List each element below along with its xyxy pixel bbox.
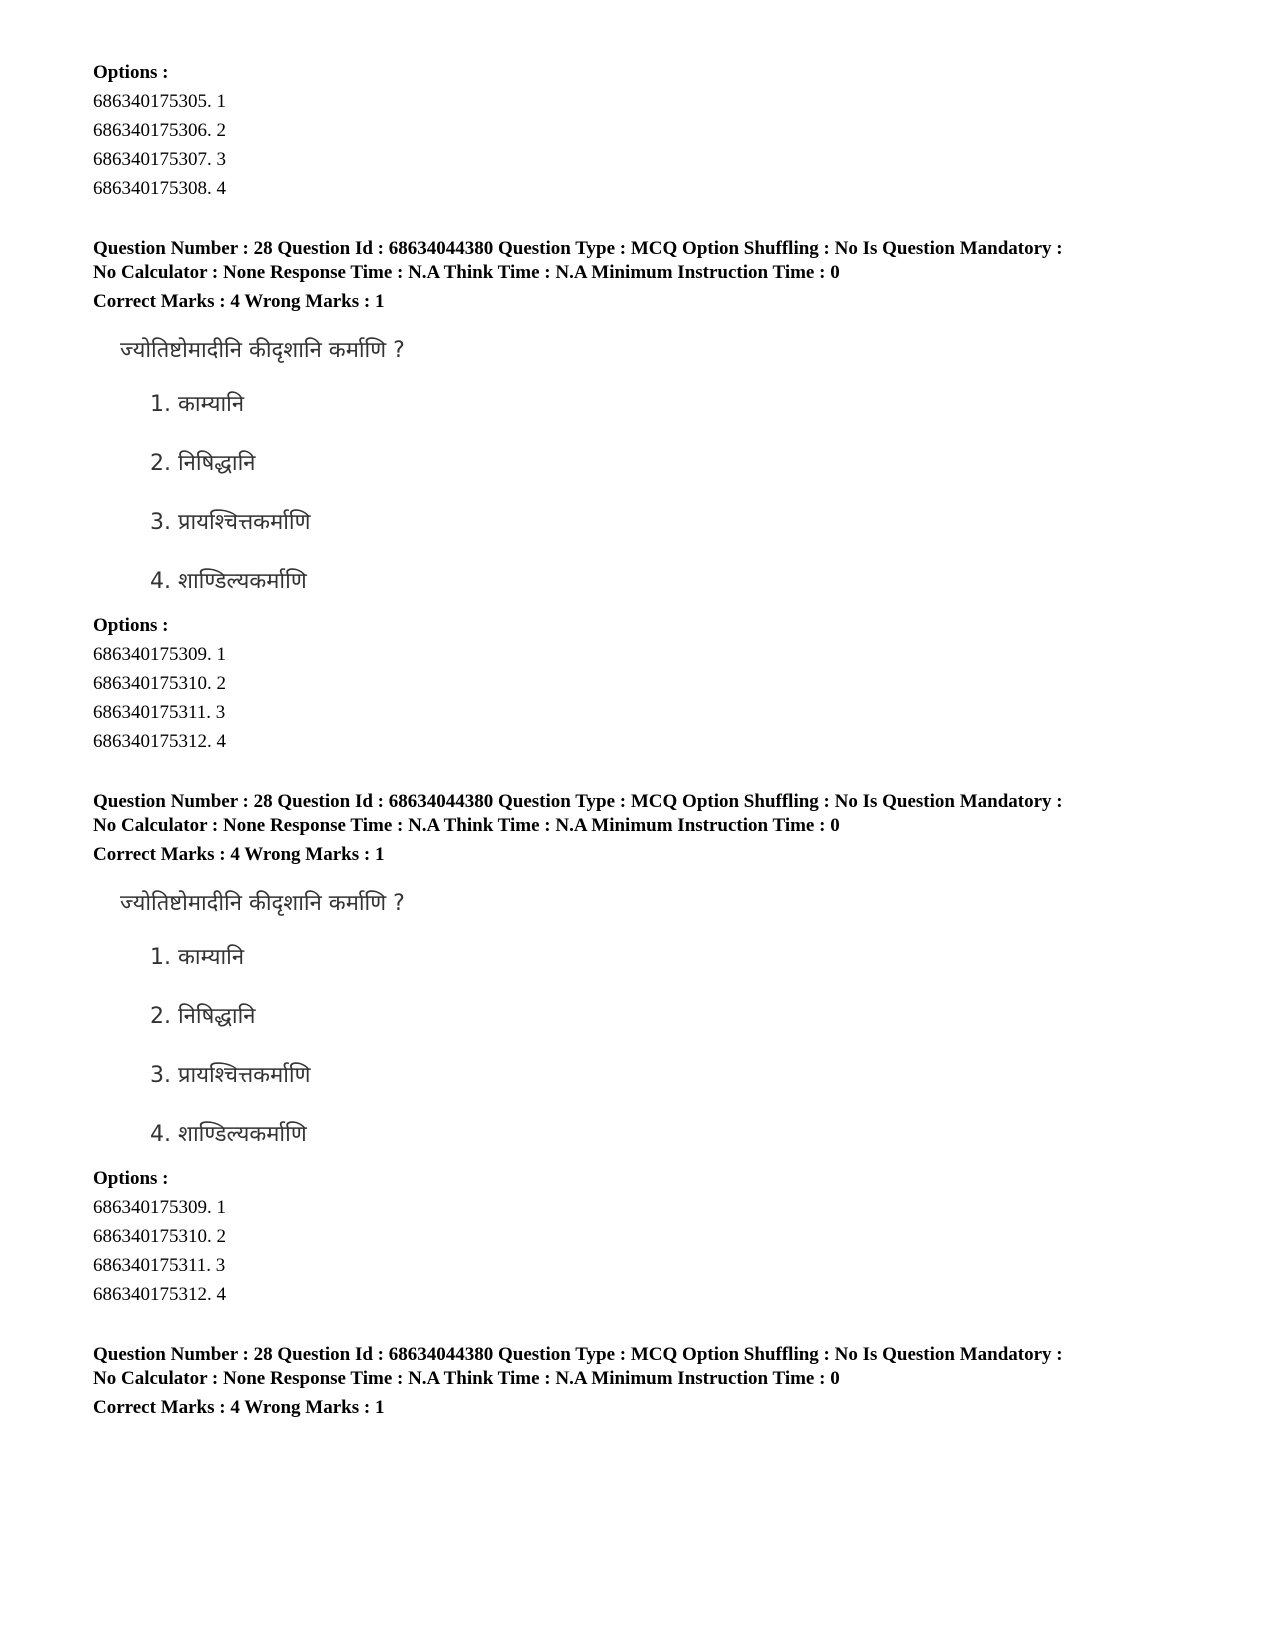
question-choice: 1. काम्यानि — [150, 392, 245, 417]
option-line: 686340175309. 1 — [93, 1197, 226, 1218]
option-line: 686340175311. 3 — [93, 1255, 226, 1276]
question-meta-line: Question Number : 28 Question Id : 68634044380 Question Type : MCQ Option Shuffling : No Is Question Mandatory : — [93, 791, 1063, 812]
option-line: 686340175306. 2 — [93, 120, 226, 141]
document-page — [93, 58, 1213, 1454]
question-text: ज्योतिष्टोमादीनि कीदृशानि कर्माणि ? — [120, 891, 405, 916]
question-meta-line: No Calculator : None Response Time : N.A Think Time : N.A Minimum Instruction Time : 0 — [93, 262, 840, 283]
option-line: 686340175305. 1 — [93, 91, 226, 112]
top-options-block — [93, 58, 1213, 203]
question-block — [93, 790, 1213, 1309]
options-block — [93, 1164, 1213, 1309]
options-label: Options : — [93, 62, 169, 83]
question-meta-line: No Calculator : None Response Time : N.A Think Time : N.A Minimum Instruction Time : 0 — [93, 815, 840, 836]
options-label: Options : — [93, 1168, 169, 1189]
options-block — [93, 611, 1213, 756]
question-text: ज्योतिष्टोमादीनि कीदृशानि कर्माणि ? — [120, 338, 405, 363]
option-line: 686340175310. 2 — [93, 1226, 226, 1247]
option-line: 686340175308. 4 — [93, 178, 226, 199]
question-choice: 2. निषिद्धानि — [150, 451, 256, 476]
question-marks: Correct Marks : 4 Wrong Marks : 1 — [93, 291, 385, 312]
question-block — [93, 237, 1213, 756]
question-choice: 4. शाण्डिल्यकर्माणि — [150, 1122, 307, 1147]
question-meta-line: No Calculator : None Response Time : N.A Think Time : N.A Minimum Instruction Time : 0 — [93, 1368, 840, 1389]
question-marks: Correct Marks : 4 Wrong Marks : 1 — [93, 1397, 385, 1418]
question-meta-line: Question Number : 28 Question Id : 68634044380 Question Type : MCQ Option Shuffling : No Is Question Mandatory : — [93, 238, 1063, 259]
question-marks: Correct Marks : 4 Wrong Marks : 1 — [93, 844, 385, 865]
question-choice: 2. निषिद्धानि — [150, 1004, 256, 1029]
question-choice: 3. प्रायश्चित्तकर्माणि — [150, 1063, 311, 1088]
question-choice: 1. काम्यानि — [150, 945, 245, 970]
option-line: 686340175311. 3 — [93, 702, 226, 723]
question-choice: 4. शाण्डिल्यकर्माणि — [150, 569, 307, 594]
options-label: Options : — [93, 615, 169, 636]
question-image — [120, 889, 1213, 1150]
question-choice: 3. प्रायश्चित्तकर्माणि — [150, 510, 311, 535]
option-line: 686340175312. 4 — [93, 731, 226, 752]
option-line: 686340175312. 4 — [93, 1284, 226, 1305]
question-image — [120, 336, 1213, 597]
option-line: 686340175307. 3 — [93, 149, 226, 170]
question-meta-line: Question Number : 28 Question Id : 68634044380 Question Type : MCQ Option Shuffling : No Is Question Mandatory : — [93, 1344, 1063, 1365]
option-line: 686340175310. 2 — [93, 673, 226, 694]
option-line: 686340175309. 1 — [93, 644, 226, 665]
question-block — [93, 1343, 1213, 1420]
